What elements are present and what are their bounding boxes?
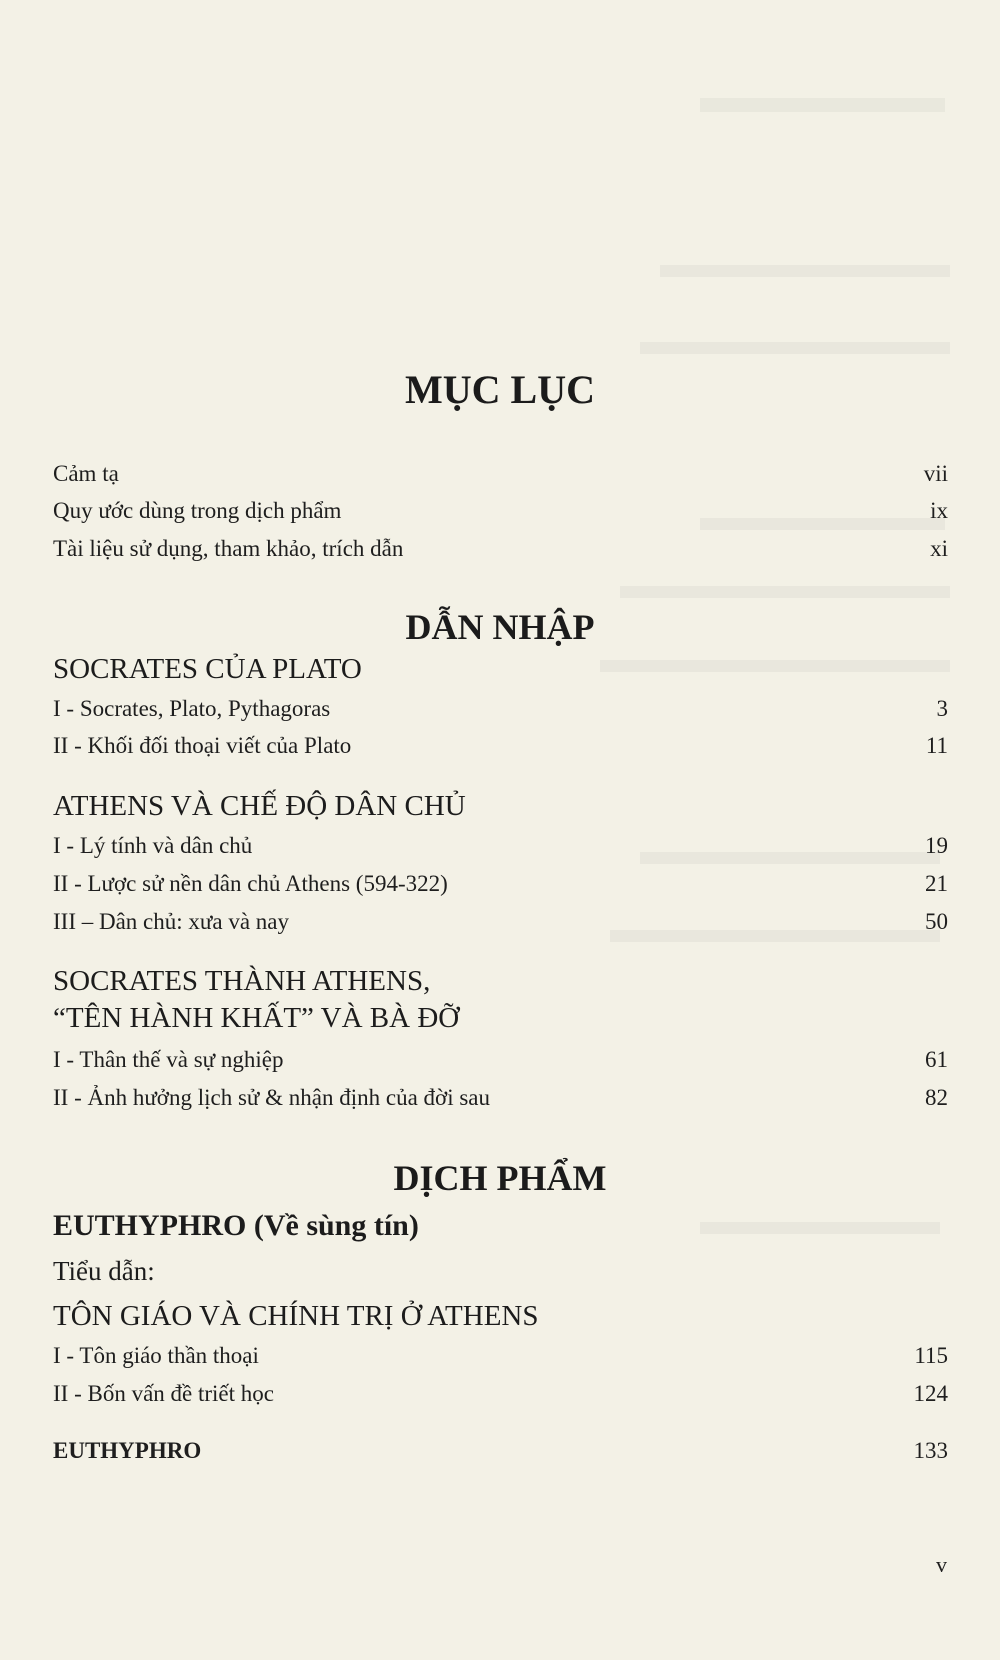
toc-entry-page: vii [923,461,948,486]
bleed-through-smudge [660,265,950,277]
part-title: DỊCH PHẨM [393,1158,607,1198]
toc-entry-page: 11 [925,733,948,758]
bleed-through-smudge [600,660,950,672]
toc-entry-label: I - Socrates, Plato, Pythagoras [53,696,331,721]
toc-entry [53,831,948,861]
work-title: EUTHYPHRO (Về sùng tín) [53,1209,419,1242]
toc-entry [53,459,948,489]
toc-entry [53,496,948,526]
toc-entry-page: 3 [936,696,948,721]
toc-entry-label: II - Ảnh hưởng lịch sử & nhận định của đời sau [53,1085,490,1110]
section-heading: “TÊN HÀNH KHẤT” VÀ BÀ ĐỠ [53,1002,460,1034]
toc-entry-label: Tài liệu sử dụng, tham khảo, trích dẫn [53,536,404,561]
toc-entry-page: xi [930,536,948,561]
toc-entry-page: 124 [913,1381,948,1406]
toc-entry-final [53,1436,948,1466]
section-heading: SOCRATES THÀNH ATHENS, [53,965,431,997]
toc-entry-label: II - Lược sử nền dân chủ Athens (594-322) [53,871,448,896]
bleed-through-smudge [700,98,945,112]
section-heading: ATHENS VÀ CHẾ ĐỘ DÂN CHỦ [53,790,466,822]
toc-entry [53,1045,948,1075]
toc-entry-label: EUTHYPHRO [53,1438,202,1463]
toc-entry-page: ix [930,498,948,523]
bleed-through-smudge [640,342,950,354]
section-heading: SOCRATES CỦA PLATO [53,653,362,685]
bleed-through-smudge [620,586,950,598]
toc-entry [53,534,948,564]
toc-entry-page: 61 [925,1047,948,1072]
toc-entry [53,1083,948,1113]
toc-entry-label: III – Dân chủ: xưa và nay [53,909,289,934]
toc-entry-page: 19 [925,833,948,858]
toc-entry [53,694,948,724]
toc-entry-page: 50 [925,909,948,934]
bleed-through-smudge [700,1222,940,1234]
toc-entry [53,731,948,761]
toc-entry-label: I - Tôn giáo thần thoại [53,1343,259,1368]
toc-entry [53,1379,948,1409]
toc-entry-page: 115 [914,1343,948,1368]
section-heading: TÔN GIÁO VÀ CHÍNH TRỊ Ở ATHENS [53,1300,539,1332]
toc-entry [53,869,948,899]
toc-entry-page: 133 [913,1438,948,1463]
page-title: MỤC LỤC [405,367,595,412]
toc-entry-label: Cảm tạ [53,461,119,486]
toc-entry-page: 21 [925,871,948,896]
toc-entry [53,907,948,937]
toc-entry-page: 82 [925,1085,948,1110]
toc-entry-label: II - Bốn vấn đề triết học [53,1381,274,1406]
page-number: v [936,1552,947,1577]
toc-entry-label: I - Lý tính và dân chủ [53,833,253,858]
toc-entry [53,1341,948,1371]
toc-entry-label: II - Khối đối thoại viết của Plato [53,733,352,758]
toc-entry-label: Quy ước dùng trong dịch phẩm [53,498,342,523]
part-title: DẪN NHẬP [405,607,595,647]
toc-entry-label: I - Thân thế và sự nghiệp [53,1047,284,1072]
intro-label: Tiểu dẫn: [53,1256,155,1286]
